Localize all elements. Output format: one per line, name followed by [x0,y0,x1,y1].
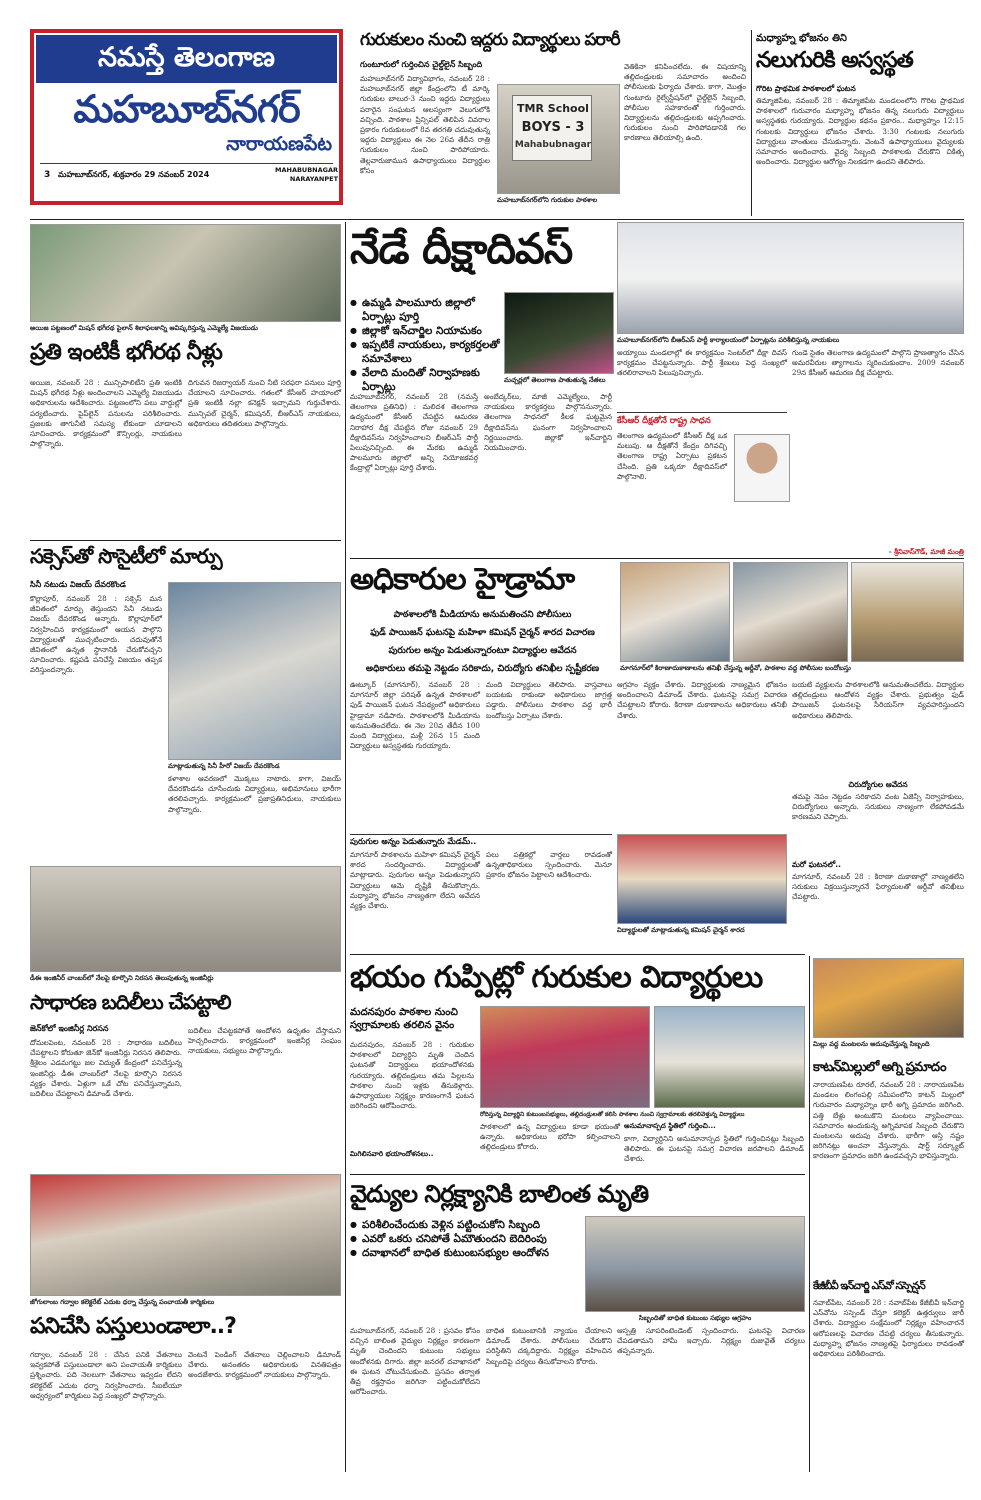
deeksha-bullet-4: ● వేలాది మందితో నిర్వాహణకు ఏర్పాట్లు [350,366,500,394]
body-deeksha-2: అంబేద్కర్‌లు, మాజీ ఎమ్మెల్యేలు, పార్టీ నాయకులు కార్యకర్తలు పాల్గొననున్నారు. తెలంగాణ సాధనలో కీలక ఘట్టమైన దీక్షాదివస్‌ను ఘనంగా నిర్వహించాలని నిర్ణయించారు. జిల్లాకో ఇన్‌చార్జిని నియమించారు. [484,392,615,453]
body-success-society: కొల్లాపూర్, నవంబర్ 28 : సక్సెస్ మన జీవితంలో మార్పు తెస్తుందని సినీ నటుడు విజయ్ దేవరకొండ అన్నారు. కొల్లాపూర్‌లో నిర్వహించిన కార్యక్రమంలో ఆయన పాల్గొని విద్యార్థులతో ముచ్చటించారు. చదువుతోనే జీవితంలో ఉన్నత స్థానానికి చేరుకోవచ్చని సూచించారు. కష్టపడి పనిచేస్తే విజయం తప్పక వరిస్తుందన్నారు. [30,594,165,675]
headline-kgbv: కేజీబీవీ ఇన్‌చార్జి ఎస్‌వో సస్పెన్షన్ [813,1280,925,1292]
balintha-bullet-1: ● పరిశీలించేందుకు వెళ్లిన పట్టించుకోని సిబ్బంది [350,1218,580,1232]
rule-center-3 [350,1174,805,1175]
photo-bhayam-1 [480,1006,650,1108]
photo-panchayat-workers [30,1174,341,1296]
body-panichesi: గద్వాల, నవంబర్ 28 : చేసిన పనికి వేతనాలు ఇవ్వకపోతే పస్తులుండాలా అని పంచాయతీ కార్మికులు ప్రశ్నించారు. పది నెలలుగా వేతనాలు ఇవ్వడం లేదని కలెక్టరేట్ ఎదుట ధర్నా నిర్వహించారు. సీఐటీయూ ఆధ్వర్యంలో కార్మికులు పెద్ద సంఖ్యలో పాల్గొన్నారు. [30,1350,185,1400]
school-signboard [512,95,592,161]
body-bhagiratha-2: దిగువన రిజర్వాయర్ నుంచి నీటి సరఫరా పనులు పూర్తి చేయాలని సూచించారు. గతంలో కేసీఆర్ హయాంలో ప్రతి ఇంటికీ నల్లా కనెక్షన్ ఇచ్చామని గుర్తుచేశారు. మున్సిపల్ చైర్మన్, కమిషనర్, బీఆర్‌ఎస్ నాయకులు, అధికారులు తదితరులు పాల్గొన్నారు. [188,378,344,428]
sign-line-3: Mahabubnagar [514,140,592,150]
side-body-hydrama: తమపై నెపం నెట్టడం సరికాదని వంట ఏజెన్సీ నిర్వాహకులు, చిరుద్యోగులు అన్నారు. సరుకులు నాణ్యంగా లేకపోవడమే కారణమని చెప్పారు. [792,792,967,822]
rule-center-2 [350,954,805,955]
headline-success-society: సక్సెస్‌తో సొసైటీలో మార్పు [30,544,222,568]
body-balintha-3: ఆస్పత్రి సూపరింటెండెంట్ స్పందించారు. ఘటనపై విచారణ చేపడతామని హామీ ఇచ్చారు. నిర్లక్ష్యం రుజువైతే చర్యలు తప్పవన్నారు. [617,1326,808,1356]
masthead-brand-band [36,35,337,83]
body-hydrama-2: మంది విద్యార్థులు తెలిపారు. వాస్తవాలు బయటకు రాకుండా అధికారులు జాగ్రత్త పడ్డారు. పోలీసులు పాఠశాల వద్ద భారీ బందోబస్తు ఏర్పాటు చేశారు. [486,680,615,720]
subhead-food-poison: గొరిట ప్రాథమిక పాఠశాలలో ఘటన [756,84,856,93]
photo-party-office [617,222,964,334]
quote-kicker: కేసీఆర్ దీక్షతోనే రాష్ట్ర సాధన [617,416,711,426]
body-hydrama-3: ఆగ్రహం వ్యక్తం చేశారు. విద్యార్థులకు నాణ్యమైన భోజనం అందించాలని డిమాండ్ చేశారు. ఘటనపై సమగ్ర విచారణ చేపట్టాలని కోరారు. కిరాణా దుకాణాలను అధికారులు తనిఖీ చేశారు. [617,680,790,720]
balintha-bullet-3: ● దవాఖానలో బాధిత కుటుంబసభ్యుల ఆందోళన [350,1246,580,1260]
body-panichesi-2: వెంటనే పెండింగ్ వేతనాలు చెల్లించాలని డిమాండ్ చేశారు. అనంతరం అధికారులకు వినతిపత్రం అందజేశారు. కార్యక్రమంలో నాయకులు పాల్గొన్నారు. [188,1350,344,1380]
sign-line-1: TMR School [517,102,589,115]
masthead-divider [40,163,333,164]
body-transfers-2: బదిలీలు చేపట్టకపోతే ఆందోళన ఉధృతం చేస్తామని హెచ్చరించారు. కార్యక్రమంలో ఇంజినీర్ల సంఘం నాయకులు, సభ్యులు పాల్గొన్నారు. [188,1026,344,1056]
kicker-bhayam-2: మిగిలినవారి భయాందోళనలు.. [350,1150,434,1158]
rule-left-1 [30,540,341,541]
caption-gurukul-school: మహబూబ్‌నగర్‌లోని గురుకుల పాఠశాల [497,196,598,204]
headline-panichesi: పనిచేసి పస్తులుండాలా..? [30,1314,236,1339]
body-kgbv: నవాబ్‌పేట, నవంబర్ 28 : నవాబ్‌పేట కేజీబీవీ ఇన్‌చార్జి ఎస్‌వోను సస్పెండ్ చేస్తూ కలెక్టర్ ఉత్తర్వులు జారీ చేశారు. విద్యార్థుల సంక్షేమంలో నిర్లక్ష్యం వహించారనే ఆరోపణలపై విచారణ చేపట్టి చర్యలు తీసుకున్నారు. మధ్యాహ్న భోజనం నాణ్యతపై ఫిర్యాదులు రావడంతో అధికారులు పరిశీలించారు. [813,1298,967,1359]
subhead-gurukul-escape: గుంటూరులో గుర్తించిన చైల్డ్‌లైన్ సిబ్బంది [360,60,483,69]
side2-body-hydrama: మాగనూర్, నవంబర్ 28 : కిరాణా దుకాణాల్లో నాణ్యతలేని సరుకులు విక్రయిస్తున్నారనే ఫిర్యాదులతో ఆర్డీవో తనిఖీలు చేపట్టారు. [792,872,967,902]
body-bhayam-3: కాగా, విద్యార్థినిని అనుమానాస్పద స్థితిలో గుర్తించినట్లు సిబ్బంది తెలిపారు. ఈ ఘటనపై సమగ్ర విచారణ జరపాలని డిమాండ్ చేశారు. [624,1134,807,1164]
headline-hydrama: అధికారుల హైడ్రామా [350,562,575,597]
deck-bhayam: మదనపురం పాఠశాల నుంచి స్వగ్రామాలకు తరలిన వైనం [350,1007,458,1031]
photo-gurukul-school [497,84,620,194]
hydrama-deck-3: పురుగుల అన్నం పెడుతున్నారంటూ విద్యార్థుల ఆవేదన [388,646,577,656]
horizontal-rule-top [30,219,964,220]
hydrama-deck-2: ఫుడ్ పాయిజన్ ఘటనపై మహిళా కమిషన్ చైర్మన్ శారద విచారణ [370,628,595,638]
body-transfers: దోమలపెంట, నవంబర్ 28 : సాధారణ బదిలీలు చేపట్టాలని కోరుతూ జెన్‌కో ఇంజినీర్లు నిరసన తెలిపారు. శ్రీశైలం ఎడమగట్టు జల విద్యుత్ కేంద్రంలో పనిచేస్తున్న ఇంజినీర్లు డీఈ చాంబర్‌లో నేలపై కూర్చొని నిరసన వ్యక్తం చేశారు. ఏళ్లుగా ఒకే చోట పనిచేస్తున్నామని, బదిలీలు చేపట్టాలని డిమాండ్ చేశారు. [30,1038,185,1099]
bullets-deeksha-divas [350,296,500,394]
body-balintha-2: బాధిత కుటుంబానికి న్యాయం చేయాలని డిమాండ్ చేశారు. పోలీసులు చేరుకొని పరిస్థితిని చక్కదిద్దారు. నిర్లక్ష్యం వహించిన సిబ్బందిపై చర్యలు తీసుకోవాలని కోరారు. [486,1326,615,1366]
caption-engineers-protest: డీఈ ఇంజినీర్ చాంబర్‌లో నేలపై కూర్చొని నిరసన తెలుపుతున్న ఇంజినీర్లు [30,974,214,982]
quote-text: తెలంగాణ ఉద్యమంలో కేసీఆర్ దీక్ష ఒక మలుపు. ఆ దీక్షతోనే కేంద్రం దిగివచ్చి తెలంగాణ రాష్ట్ర ఏర్పాటు ప్రకటన చేసింది. ప్రతి ఒక్కరూ దీక్షాదివస్‌లో పాల్గొనాలి. [617,431,730,481]
subhead-success-society: సినీ నటుడు విజయ్ దేవరకొండ [30,580,126,589]
headline-bhagiratha: ప్రతి ఇంటికీ భగీరథ నీళ్లు [30,340,222,365]
caption-cotton-fire: మిల్లు వద్ద మంటలను అదుపుచేస్తున్న సిబ్బంది [813,1040,930,1048]
photo-bhayam-2 [654,1006,805,1108]
quote-author: - శ్రీనివాస్‌గౌడ్, మాజీ మంత్రి [888,548,964,556]
sign-line-2: BOYS - 3 [521,120,585,135]
body-deeksha-3: అయ్యాయి మండలాల్లో ఈ కార్యక్రమం సెంటర్‌లో దీక్షా దివస్ కార్యక్రమం చేపట్టనున్నారు. పార్టీ శ్రేణులు పెద్ద సంఖ్యలో తరలిరావాలని పిలుపునిచ్చారు. [617,348,790,378]
caption-hydrama: మాగనూర్‌లో కిరాణాదుకాణాలను తనిఖీ చేస్తున్న ఆర్డీవో, పాఠశాల వద్ద పోలీసుల బందోబస్తు [620,664,851,672]
body-gurukul-escape-2: వెతికినా కనిపించలేదు. ఈ విషయాన్ని తల్లిదండ్రులకు సమాచారం అందించి పోలీసులకు ఫిర్యాదు చేశారు. కాగా, మొత్తం గుంటూరు రైల్వేస్టేషన్‌లో చైల్డ్‌లైన్ సిబ్బంది, పోలీసుల సహకారంతో గుర్తించారు. విద్యార్థులను తల్లిదండ్రులకు అప్పగించారు. గురుకులం నుంచి పారిపోవడానికి గల కారణాలు తెలియాల్సి ఉంది. [624,62,749,143]
brand-name: నమస్తే తెలంగాణ [98,42,275,73]
bullets-balintha [350,1218,580,1260]
edition-name: మహబూబ్‌నగర్ [73,87,300,131]
headline-gurukul-escape: గురుకులం నుంచి ఇద్దరు విద్యార్థులు పరారీ [360,30,620,50]
headline-balintha: వైద్యుల నిర్లక్ష్యానికి బాలింత మృతి [350,1180,649,1208]
caption-commission-students: విద్యార్థులతో మాట్లాడుతున్న కమిషన్ చైర్మన్ శారద [617,926,745,934]
subhead-transfers: జెన్‌కోలో ఇంజినీర్ల నిరసన [30,1024,109,1033]
caption-vijay-devarakonda: మాట్లాడుతున్న సినీ హీరో విజయ్ దేవరకొండ [168,762,280,770]
kicker-food-poison: మధ్యాహ్న భోజనం తిని [756,33,847,44]
hydrama-deck-1: పాఠశాలలోకి మీడియాను అనుమతించని పోలీసులు [393,610,572,620]
masthead [30,29,343,205]
photo-hydrama-3 [851,562,964,662]
caption-bhagiratha: అయిజ పట్టణంలో మిషన్ భగీరథ పైలాన్ శిలాఫలకాన్ని ఆవిష్కరిస్తున్న ఎమ్మెల్యే విజయుడు [30,324,258,332]
photo-flag-night [504,292,614,374]
dateline: మహబూబ్‌నగర్, శుక్రవారం 29 నవంబర్ 2024 [58,170,210,179]
side2-kicker-hydrama: మరో ఘటనలో.. [792,860,841,869]
headline-bhayam: భయం గుప్పిట్లో గురుకుల విద్యార్థులు [350,960,763,995]
photo-commission-students [617,834,787,924]
deeksha-bullet-2: ● జిల్లాకో ఇన్‌చార్జిల నియామకం [350,324,500,338]
body-hydrama-4: బయటి వ్యక్తులను పాఠశాలలోకి అనుమతించలేదు. విద్యార్థుల తల్లిదండ్రులు ఆందోళన వ్యక్తం చేశారు. ప్రభుత్వం ఫుడ్ పాయిజన్ ఘటనలపై సీరియస్‌గా వ్యవహరిస్తుందని అధికారులు తెలిపారు. [792,680,967,720]
photo-bhagiratha-pylon [30,224,341,322]
vertical-rule-left [345,222,346,1472]
caption-panchayat-workers: జోగులాంబ గద్వాల కలెక్టరేట్ ఎదుట ధర్నా చేస్తున్న పంచాయతీ కార్మికులు [30,1298,215,1306]
kicker-bhayam-3: అనుమానాస్పద స్థితిలో గుర్తించి... [624,1122,716,1130]
hydrama-deck-4: అధికారులు తమపై నెట్టడం సరికాదు, చిరుద్యోగు తనిఖీల స్పష్టీకరణ [365,664,600,674]
page-number: 3 [44,170,51,180]
photo-balintha-hospital [585,1216,805,1312]
inset-body-hydrama-1: మాగనూర్ పాఠశాలను మహిళా కమిషన్ చైర్మన్ శారద సందర్శించారు. విద్యార్థులతో మాట్లాడారు. పురుగుల అన్నం పెడుతున్నారని విద్యార్థులు ఆమె దృష్టికి తీసుకొచ్చారు. మధ్యాహ్న భోజనం నాణ్యతగా లేదని ఆవేదన వ్యక్తం చేశారు. [350,850,483,911]
photo-engineers-protest [30,866,341,972]
headline-deeksha-divas: నేడే దీక్షాదివస్ [350,224,573,273]
photo-vijay-devarakonda [168,582,341,760]
inset-kicker-hydrama: పురుగుల అన్నం పెడుతున్నారు మేడమ్.. [350,834,612,848]
body-gurukul-escape-1: మహబూబ్‌నగర్‌ విద్యావిభాగం, నవంబర్ 28 : మహబూబ్‌నగర్‌ జిల్లా కేంద్రంలోని టీ మార్కె గురుకుల బాలుర-3 నుంచి ఇద్దరు విద్యార్థులు పరారైన సంఘటన ఆలస్యంగా వెలుగులోకి వచ్చింది. పాఠశాల ప్రిన్సిపల్ తెలిపిన వివరాల ప్రకారం గురుకులంలో 8వ తరగతి చదువుతున్న ఇద్దరు విద్యార్థులు ఈ నెల 26వ తేదీన రాత్రి గురుకులం నుంచి పారిపోయారు. తెల్లవారుజామున ఉపాధ్యాయులు విద్యార్థుల కోసం [360,74,493,175]
body-success-society-2: కళాశాల ఆవరణలో మొక్కలు నాటారు. కాగా, విజయ్ దేవరకొండను చూసేందుకు విద్యార్థులు, అభిమానులు భారీగా తరలివచ్చారు. కార్యక్రమంలో ప్రజాప్రతినిధులు, నాయకులు పాల్గొన్నారు. [168,774,344,814]
body-balintha-1: మహబూబ్‌నగర్, నవంబర్ 28 : ప్రసవం కోసం వచ్చిన బాలింత వైద్యుల నిర్లక్ష్యం కారణంగా మృతి చెందిందని కుటుంబ సభ్యులు ఆందోళనకు దిగారు. జిల్లా జనరల్ దవాఖానలో ఈ ఘటన చోటుచేసుకుంది. ప్రసవం తర్వాత తీవ్ర రక్తస్రావం జరిగినా పట్టించుకోలేదని ఆరోపించారు. [350,1326,483,1397]
caption-bhayam: రోదిస్తున్న విద్యార్థిని కుటుంబసభ్యులు, తల్లిదండ్రులతో కలిసి పాఠశాల నుంచి స్వగ్రామాలకు తరలివెళ్తున్న విద్యార్థులు [480,1111,745,1118]
vertical-rule-right [809,956,810,1472]
body-food-poison: తిమ్మాజిపేట, నవంబర్ 28 : తిమ్మాజిపేట మండలంలోని గొరిట ప్రాథమిక పాఠశాలలో గురువారం మధ్యాహ్న భోజనం తిన్న నలుగురు విద్యార్థులు అస్వస్థతకు గురయ్యారు. విద్యార్థుల కథనం ప్రకారం.. మధ్యాహ్నం 12:15 గంటలకు విద్యార్థులు భోజనం చేశారు. 3:30 గంటలకు నలుగురు విద్యార్థులు వాంతులు చేసుకున్నారు. వెంటనే ఉపాధ్యాయులు వైద్యులకు సమాచారం అందించారు. వైద్య సిబ్బంది పాఠశాలకు చేరుకొని చికిత్స అందించారు. విద్యార్థుల ఆరోగ్యం నిలకడగా ఉందని తెలిపారు. [756,96,967,167]
caption-balintha: సిబ్బందితో బాధిత కుటుంబ సభ్యుల ఆగ్రహం [638,1314,752,1322]
deeksha-bullet-1: ● ఉమ్మడి పాలమూరు జిల్లాలో ఏర్పాట్లు పూర్తి [350,296,500,324]
deeksha-bullet-3: ● ఇప్పటికే నాయకులు, కార్యకర్తలతో సమావేశాలు [350,338,500,366]
side-kicker-hydrama: చిరుద్యోగుల ఆవేదన [848,780,908,789]
caption-flag-night: మచ్చర్లలో తెలంగాణ పాతుతున్న నేతలు [504,376,606,384]
sub-edition-name: నారాయణపేట [226,133,332,155]
headline-food-poison: నలుగురికి అస్వస్థత [756,48,913,73]
headline-cotton-fire: కాటన్‌మిల్లులో అగ్ని ప్రమాదం [813,1060,946,1075]
body-hydrama-1: ఊట్కూర్ (మాగనూర్), నవంబర్ 28 : మాగనూర్ జిల్లా పరిషత్ ఉన్నత పాఠశాలలో ఫుడ్ పాయిజన్ ఘటన నేపథ్యంలో అధికారులు హైడ్రామా నడిపారు. పాఠశాలలోకి మీడియాను అనుమతించలేదు. ఈ నెల 20వ తేదీన 100 మంది విద్యార్థులు, మళ్లీ 26న 15 మంది విద్యార్థులు అస్వస్థతకు గురయ్యారు. [350,680,483,751]
body-deeksha-4: గుండె సైతం తెలంగాణ ఉద్యమంలో పాల్గొని ప్రాణత్యాగం చేసిన అమరవీరుల త్యాగాలను స్మరించుకుందాం. 2009 నవంబర్ 29న కేసీఆర్ ఆమరణ దీక్ష చేపట్టారు. [792,348,967,378]
body-deeksha-1: మహబూబ్‌నగర్, నవంబర్ 28 (నమస్తే తెలంగాణ ప్రతినిధి) : మలిదశ తెలంగాణ ఉద్యమంలో కేసీఆర్ చేపట్టిన ఆమరణ నిరాహార దీక్ష చేపట్టిన రోజు నవంబర్ 29 దీక్షాదివస్‌ను నిర్వహించాలని బీఆర్‌ఎస్ పార్టీ పిలుపునిచ్చింది. ఈ మేరకు ఉమ్మడి పాలమూరు జిల్లాలో అన్ని నియోజకవర్గ కేంద్రాల్లో ఏర్పాట్లు పూర్తి చేశారు. [350,392,481,473]
body-cotton-fire: నారాయణపేట రూరల్, నవంబర్ 28 : నారాయణపేట మండలం లింగంపల్లి సమీపంలోని కాటన్ మిల్లులో గురువారం మధ్యాహ్నం భారీ అగ్ని ప్రమాదం జరిగింది. పత్తి బేళ్లు అంటుకొని మంటలు వ్యాపించాయి. సమాచారం అందుకున్న అగ్నిమాపక సిబ్బంది చేరుకొని మంటలను అదుపు చేశారు. భారీగా ఆస్తి నష్టం జరిగినట్లు అంచనా వేస్తున్నారు. షార్ట్ సర్క్యూట్ కారణంగా ప్రమాదం జరిగి ఉండవచ్చని భావిస్తున్నారు. [813,1080,967,1161]
caption-party-office: మహబూబ్‌నగర్‌లోని బీఆర్‌ఎస్ పార్టీ కార్యాలయంలో ఏర్పాట్లను పరిశీలిస్తున్న నాయకులు [617,336,840,344]
vertical-rule-top [751,30,752,216]
body-bhayam-2: పాఠశాలలో ఉన్న విద్యార్థులు కూడా భయంతో ఉన్నారు. అధికారులు భరోసా కల్పించాలని తల్లిదండ్రులు కోరారు. [480,1122,623,1152]
district-label-1: MAHABUBNAGAR [275,166,338,174]
photo-cotton-fire [813,958,964,1038]
body-bhagiratha-1: అయిజ, నవంబర్ 28 : మున్సిపాలిటీని ప్రతి ఇంటికి మిషన్ భగీరథ నీళ్లు అందించాలని ఎమ్మెల్యే విజయుడు అధికారులను ఆదేశించారు. పట్టణంలోని పలు వార్డుల్లో పర్యటించారు. పైప్‌లైన్ పనులను పరిశీలించారు. ప్రజలకు తాగునీటి సమస్య లేకుండా చూడాలని సూచించారు. కార్యక్రమంలో కౌన్సిలర్లు, నాయకులు పాల్గొన్నారు. [30,378,185,449]
photo-hydrama-1 [620,562,730,662]
balintha-bullet-2: ● ఎవరో ఒకరు చనిపోతే ఏమౌతుందని బెదిరింపు [350,1232,580,1246]
rule-center-1 [350,558,964,559]
body-bhayam-1: మదనపురం, నవంబర్ 28 : గురుకుల పాఠశాలలో విద్యార్థిని మృతి చెందిన ఘటనతో విద్యార్థులు భయాందోళనకు గురయ్యారు. తల్లిదండ్రులు తమ పిల్లలను పాఠశాల నుంచి ఇళ్లకు తీసుకెళ్లారు. ఉపాధ్యాయుల నిర్లక్ష్యం కారణంగానే ఘటన జరిగిందని ఆరోపించారు. [350,1040,477,1111]
inset-body-hydrama-2: పలు పత్రికల్లో వార్తలు రావడంతో ఉన్నతాధికారులు స్పందించారు. మెనూ ప్రకారం భోజనం పెట్టాలని ఆదేశించారు. [486,850,615,880]
photo-srinivas-goud [734,434,790,502]
headline-transfers: సాధారణ బదిలీలు చేపట్టాలి [30,990,231,1014]
photo-hydrama-2 [733,562,848,662]
district-label-2: NARAYANPET [289,175,338,183]
